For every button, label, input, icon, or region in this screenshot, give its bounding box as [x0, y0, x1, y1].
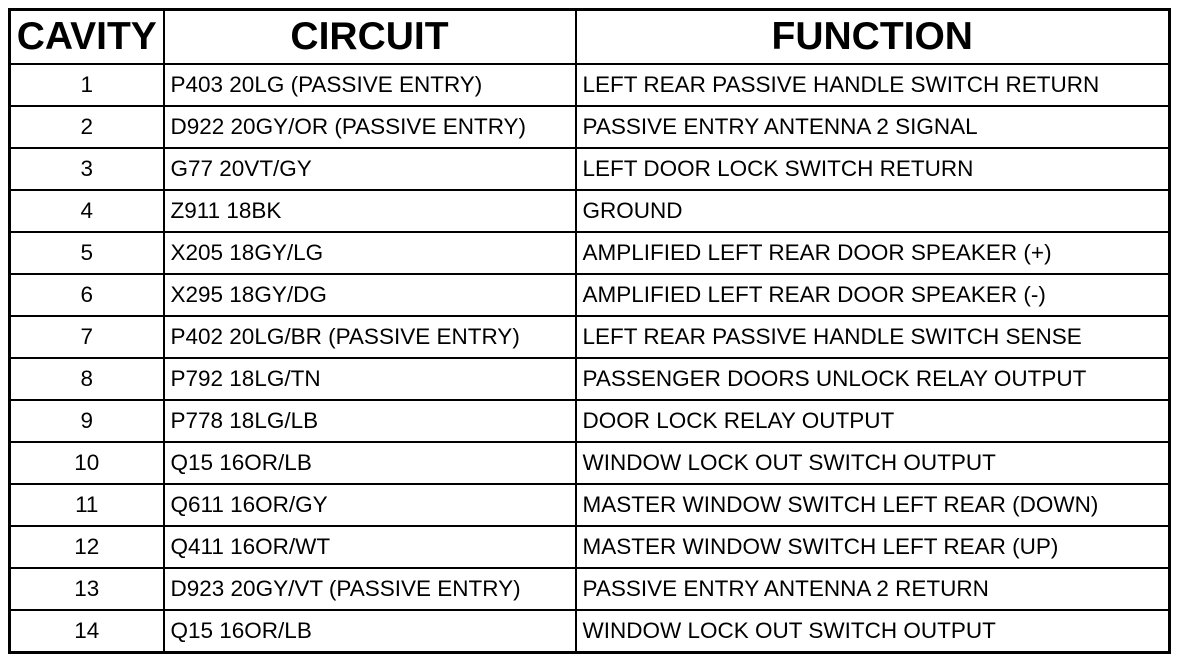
cavity-cell: 5 [10, 232, 164, 274]
cavity-cell: 1 [10, 64, 164, 106]
header-cavity: CAVITY [10, 10, 164, 65]
cavity-cell: 14 [10, 610, 164, 653]
cavity-cell: 11 [10, 484, 164, 526]
table-row [10, 106, 1170, 148]
circuit-cell: P402 20LG/BR (PASSIVE ENTRY) [164, 316, 576, 358]
header-circuit: CIRCUIT [164, 10, 576, 65]
circuit-cell: Q611 16OR/GY [164, 484, 576, 526]
circuit-cell: Q411 16OR/WT [164, 526, 576, 568]
header-function: FUNCTION [576, 10, 1170, 65]
table-row [10, 274, 1170, 316]
function-cell: AMPLIFIED LEFT REAR DOOR SPEAKER (+) [576, 232, 1170, 274]
function-cell: LEFT REAR PASSIVE HANDLE SWITCH RETURN [576, 64, 1170, 106]
cavity-cell: 13 [10, 568, 164, 610]
cavity-cell: 8 [10, 358, 164, 400]
table-header [10, 10, 1170, 65]
function-cell: PASSIVE ENTRY ANTENNA 2 SIGNAL [576, 106, 1170, 148]
circuit-cell: X205 18GY/LG [164, 232, 576, 274]
circuit-cell: G77 20VT/GY [164, 148, 576, 190]
table-row [10, 316, 1170, 358]
table-row [10, 484, 1170, 526]
circuit-cell: X295 18GY/DG [164, 274, 576, 316]
function-cell: MASTER WINDOW SWITCH LEFT REAR (DOWN) [576, 484, 1170, 526]
function-cell: MASTER WINDOW SWITCH LEFT REAR (UP) [576, 526, 1170, 568]
function-cell: PASSIVE ENTRY ANTENNA 2 RETURN [576, 568, 1170, 610]
table-row [10, 358, 1170, 400]
function-cell: DOOR LOCK RELAY OUTPUT [576, 400, 1170, 442]
cavity-cell: 9 [10, 400, 164, 442]
circuit-cell: P792 18LG/TN [164, 358, 576, 400]
cavity-cell: 3 [10, 148, 164, 190]
table-row [10, 400, 1170, 442]
table-row [10, 526, 1170, 568]
table-row [10, 568, 1170, 610]
cavity-cell: 2 [10, 106, 164, 148]
function-cell: LEFT REAR PASSIVE HANDLE SWITCH SENSE [576, 316, 1170, 358]
connector-pinout-table [8, 8, 1171, 654]
header-row [10, 10, 1170, 65]
circuit-cell: P403 20LG (PASSIVE ENTRY) [164, 64, 576, 106]
function-cell: GROUND [576, 190, 1170, 232]
function-cell: WINDOW LOCK OUT SWITCH OUTPUT [576, 442, 1170, 484]
cavity-cell: 10 [10, 442, 164, 484]
cavity-cell: 7 [10, 316, 164, 358]
table-row [10, 610, 1170, 653]
circuit-cell: P778 18LG/LB [164, 400, 576, 442]
circuit-cell: Z911 18BK [164, 190, 576, 232]
cavity-cell: 6 [10, 274, 164, 316]
cavity-cell: 12 [10, 526, 164, 568]
table-row [10, 442, 1170, 484]
table-row [10, 148, 1170, 190]
table-body [10, 64, 1170, 653]
circuit-cell: D923 20GY/VT (PASSIVE ENTRY) [164, 568, 576, 610]
circuit-cell: Q15 16OR/LB [164, 442, 576, 484]
circuit-cell: D922 20GY/OR (PASSIVE ENTRY) [164, 106, 576, 148]
table-row [10, 64, 1170, 106]
function-cell: PASSENGER DOORS UNLOCK RELAY OUTPUT [576, 358, 1170, 400]
function-cell: AMPLIFIED LEFT REAR DOOR SPEAKER (-) [576, 274, 1170, 316]
function-cell: LEFT DOOR LOCK SWITCH RETURN [576, 148, 1170, 190]
table-row [10, 232, 1170, 274]
function-cell: WINDOW LOCK OUT SWITCH OUTPUT [576, 610, 1170, 653]
table-row [10, 190, 1170, 232]
circuit-cell: Q15 16OR/LB [164, 610, 576, 653]
cavity-cell: 4 [10, 190, 164, 232]
